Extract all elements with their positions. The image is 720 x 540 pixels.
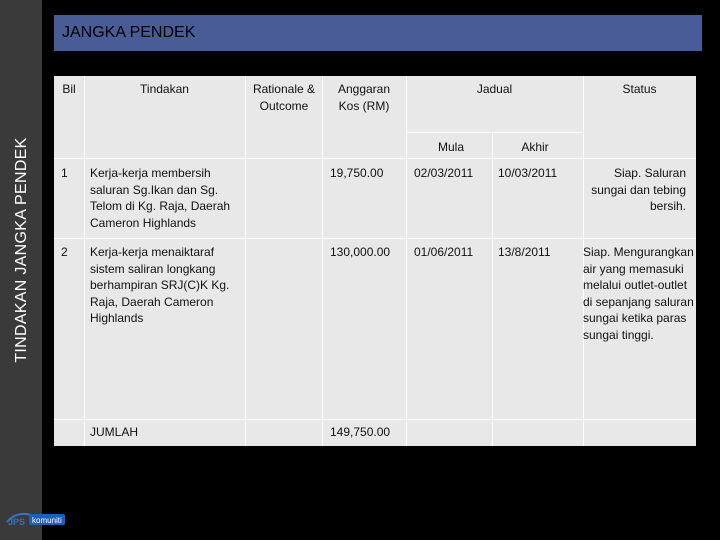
header-status: Status <box>622 82 657 96</box>
header-bil: Bil <box>62 82 76 96</box>
schedule-table <box>54 76 696 446</box>
svg-text:JPS: JPS <box>8 517 26 527</box>
row-divider <box>54 238 696 239</box>
column-divider <box>406 76 407 446</box>
row2-anggaran: 130,000.00 <box>330 245 391 259</box>
column-divider <box>84 76 85 446</box>
row2-status: Siap. Mengurangkan air yang memasuki melalui outlet-outlet di sepanjang saluran sungai ketika paras sungai tinggi. <box>583 245 694 342</box>
title-bar <box>54 15 702 51</box>
total-label: JUMLAH <box>90 425 139 439</box>
header-divider <box>54 158 696 159</box>
svg-text:komuniti: komuniti <box>32 516 62 525</box>
header-tindakan: Tindakan <box>140 82 189 96</box>
row2-tindakan: Kerja-kerja menaiktaraf sistem saliran longkang berhampiran SRJ(C)K Kg. Raja, Daerah Cameron Highlands <box>90 245 230 325</box>
column-divider <box>245 76 246 446</box>
row2-mula: 01/06/2011 <box>414 245 474 259</box>
header-rationale: Rationale & Outcome <box>252 82 316 113</box>
column-divider <box>492 132 493 446</box>
jadual-divider <box>406 132 583 133</box>
header-mula: Mula <box>437 140 464 154</box>
row2-akhir: 13/8/2011 <box>498 245 551 259</box>
row1-anggaran: 19,750.00 <box>330 166 384 180</box>
slide-title: JANGKA PENDEK <box>62 24 196 41</box>
header-jadual: Jadual <box>476 82 513 96</box>
row1-akhir: 10/03/2011 <box>498 166 558 180</box>
column-divider <box>322 76 323 446</box>
jps-logo <box>5 508 67 530</box>
row-divider <box>54 419 696 420</box>
header-akhir: Akhir <box>521 140 549 154</box>
row1-status: Siap. Saluran sungai dan tebing bersih. <box>591 166 686 213</box>
header-anggaran: Anggaran Kos (RM) <box>337 82 391 113</box>
vertical-section-title: TINDAKAN JANGKA PENDEK <box>13 137 30 363</box>
row1-tindakan: Kerja-kerja membersih saluran Sg.Ikan dan Sg. Telom di Kg. Raja, Daerah Cameron Highlands <box>90 166 231 230</box>
total-value: 149,750.00 <box>330 425 391 439</box>
row1-bil: 1 <box>61 166 68 180</box>
row2-bil: 2 <box>61 245 68 259</box>
row1-mula: 02/03/2011 <box>414 166 474 180</box>
